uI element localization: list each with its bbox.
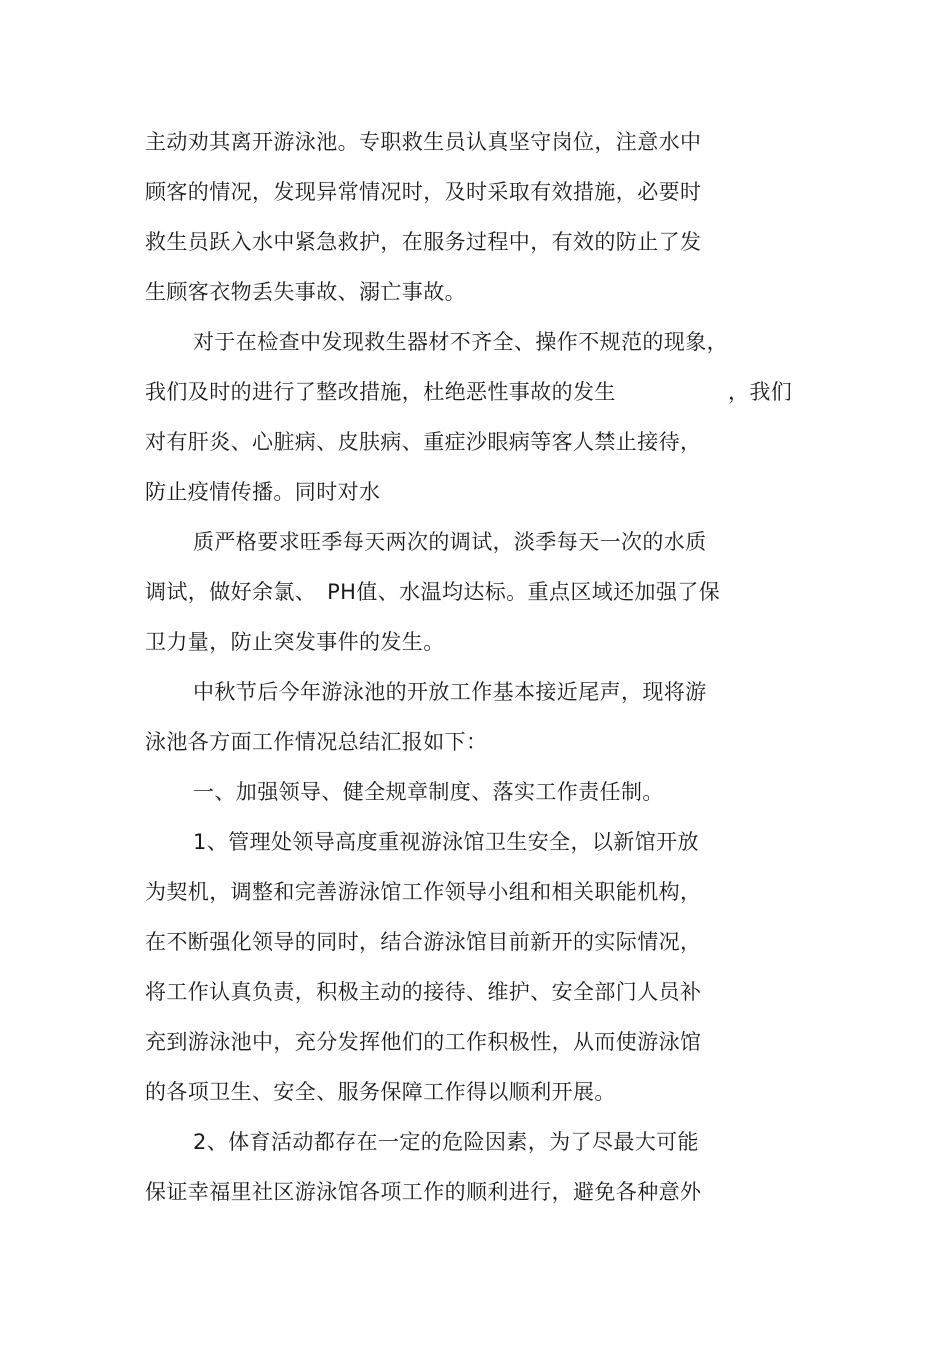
text-line: 泳池各方面工作情况总结汇报如下： (145, 730, 488, 754)
text-line: 将工作认真负责，积极主动的接待、维护、安全部门人员补 (145, 980, 702, 1004)
paragraph-start-line: 1、管理处领导高度重视游泳馆卫生安全，以新馆开放 (193, 830, 699, 854)
section-heading: 一、加强领导、健全规章制度、落实工作责任制。 (193, 780, 664, 804)
text-line: 我们及时的进行了整改措施，杜绝恶性事故的发生 (145, 380, 616, 404)
paragraph-start-line: 质严格要求旺季每天两次的调试，淡季每天一次的水质 (193, 530, 707, 554)
text-line: 充到游泳池中，充分发挥他们的工作积极性，从而使游泳馆 (145, 1030, 702, 1054)
text-line: 的各项卫生、安全、服务保障工作得以顺利开展。 (145, 1080, 616, 1104)
text-line: 防止疫情传播。同时对水 (145, 480, 381, 504)
text-line: 调试，做好余氯、 PH值、水温均达标。重点区域还加强了保 (145, 580, 721, 604)
paragraph-start-line: 对于在检查中发现救生器材不齐全、操作不规范的现象， (193, 330, 728, 354)
paragraph-start-line: 中秋节后今年游泳池的开放工作基本接近尾声，现将游 (193, 680, 707, 704)
text-line: 对有肝炎、心脏病、皮肤病、重症沙眼病等客人禁止接待， (145, 430, 702, 454)
text-line: 顾客的情况，发现异常情况时，及时采取有效措施，必要时 (145, 180, 702, 204)
text-line: 卫力量，防止突发事件的发生。 (145, 630, 445, 654)
text-line: 主动劝其离开游泳池。专职救生员认真坚守岗位，注意水中 (145, 130, 702, 154)
text-line: 在不断强化领导的同时，结合游泳馆目前新开的实际情况， (145, 930, 702, 954)
text-line: 保证幸福里社区游泳馆各项工作的顺利进行，避免各种意外 (145, 1180, 702, 1204)
paragraph-start-line: 2、体育活动都存在一定的危险因素，为了尽最大可能 (193, 1130, 699, 1154)
text-line: 救生员跃入水中紧急救护，在服务过程中，有效的防止了发 (145, 230, 702, 254)
text-line-fragment: ，我们 (728, 380, 793, 404)
text-line: 生顾客衣物丢失事故、溺亡事故。 (145, 280, 466, 304)
text-line: 为契机，调整和完善游泳馆工作领导小组和相关职能机构， (145, 880, 702, 904)
